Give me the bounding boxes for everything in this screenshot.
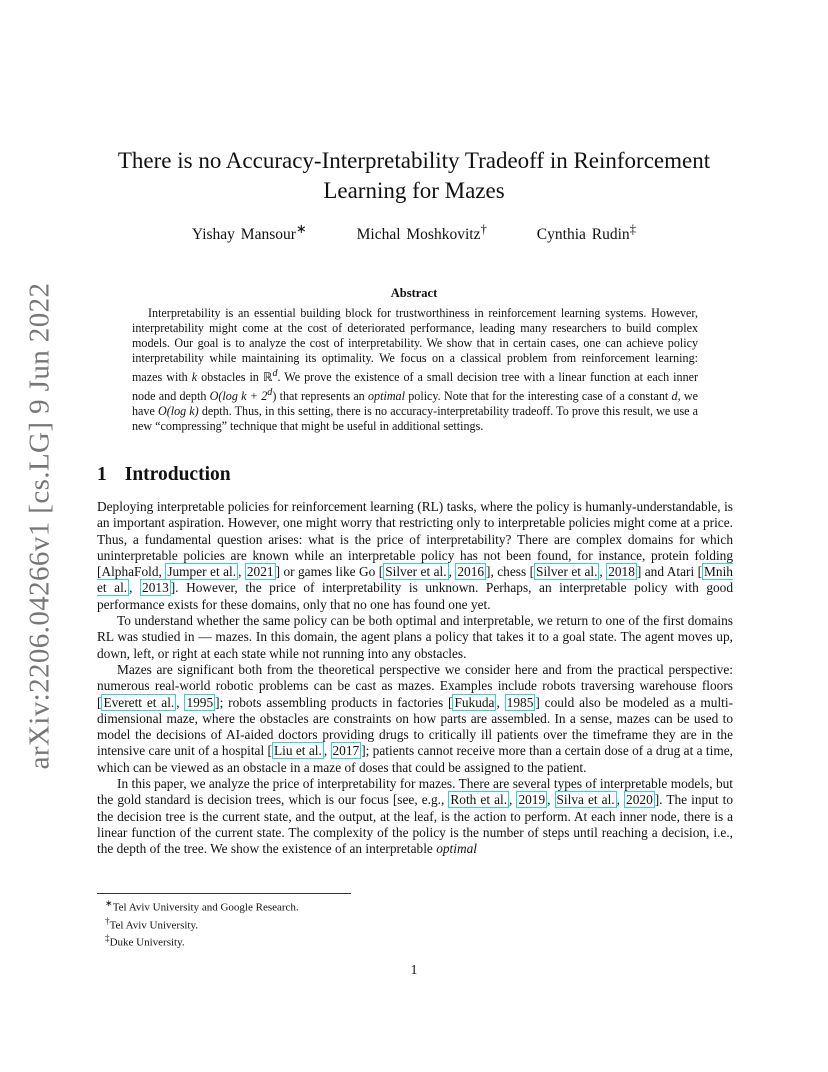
- abstract-heading: Abstract: [390, 286, 438, 300]
- citation-author: Jumper et al.: [167, 564, 237, 580]
- text-run: In this paper, we analyze the price of interpretability for mazes. There are several types of interpretable models, but the gold standard is decision trees, which is our focus [see, e.g.,: [97, 776, 733, 808]
- footnote-mark: ∗: [295, 221, 307, 236]
- text-run: . We prove the existence of a small decision tree with a linear function at each inner node and depth: [132, 370, 699, 404]
- citation-year: 2018: [608, 564, 635, 580]
- citation-link[interactable]: [331, 742, 362, 759]
- paragraph: Deploying interpretable policies for reinforcement learning (RL) tasks, where the policy is humanly-understandable, is an important aspiration. However, one might worry that restricting only to interpretable policies might come at a price. Thus, a fundamental question arises: what is the price of interpretability? There are complex domains for which uninterpretable policies are known while an interpretable policy has not been found, for instance, protein folding [AlphaFold, Jumper et al. , 2021 ] or games like Go [ Silver et al. , 2016 ], chess [ Silver et al. , 2018 ] and Atari [ Mnih et al. , 2013 ]. However, the price of interpretability is unknown. Perhaps, an interpretable policy with good performance exists for these domains, only that no one has found one yet.: [97, 499, 734, 612]
- citation-author: Liu et al.: [273, 743, 322, 759]
- text-run: depth. Thus, in this setting, there is no accuracy-interpretability tradeoff. To prove this result, we use a new “compressing” technique that might be useful in additional settings.: [132, 404, 699, 434]
- paragraph: Mazes are significant both from the theoretical perspective we consider here and from the practical perspective: numerous real-world robotic problems can be cast as mazes. Examples include robots traversing warehouse floors [ Everett et al. , 1995 ]; robots assembling products in factories [ Fukuda , 1985 ] could also be modeled as a multi-dimensional maze, where the obstacles are constraints on how parts are assembled. In a sense, mazes can be used to model the decisions of AI-aided doctors providing drugs to critically ill patients over the timeframe they are in the intensive care unit of a hospital [ Liu et al. , 2017 ]; patients cannot receive more than a certain dose of a drug at a time, which can be viewed as an obstacle in a maze of doses that could be assigned to the patient.: [97, 661, 734, 775]
- abstract-paragraph: [132, 306, 698, 434]
- citation-link[interactable]: [534, 563, 599, 580]
- arxiv-sidebar-stamp: [20, 282, 60, 770]
- text-run: ]; robots assembling products in factories [: [215, 694, 453, 710]
- citation-author: Everett et al.: [103, 694, 175, 710]
- text-run: obstacles in ℝ: [197, 370, 273, 385]
- author-name: Cynthia Rudin: [536, 226, 630, 244]
- page-number: 1: [410, 962, 418, 977]
- text-run: ] could also be modeled as a multi-dimensional maze, where the obstacles are constraints on how parts are assembled. In a sense, mazes can be used to model the decisions of AI-aided doctors providing drugs to critically ill patients over the timeframe they are in the intensive care unit of a hospital [: [97, 694, 734, 759]
- citation-link[interactable]: [184, 694, 215, 711]
- author: [536, 221, 637, 244]
- text-run: Interpretability is an essential building block for trustworthiness in reinforcement learning systems. However, interpretability might come at the cost of deteriorated performance, leading many researchers to build complex models. Our goal is to analyze the cost of interpretability. We show that in certain cases, one can achieve policy interpretability while maintaining its optimality. We focus on a classical problem from reinforcement learning: mazes with: [132, 306, 698, 385]
- author: [356, 221, 487, 244]
- citation-link[interactable]: [140, 579, 171, 596]
- citation-year: 2020: [626, 792, 653, 808]
- footnote-text: Tel Aviv University.: [109, 919, 199, 932]
- footnote-mark: ∗: [105, 898, 113, 908]
- citation-year: 1985: [506, 694, 534, 710]
- citation-link[interactable]: [606, 563, 637, 580]
- paragraph: In this paper, we analyze the price of interpretability for mazes. There are several types of interpretable models, but the gold standard is decision trees, which is our focus [see, e.g., Roth et al. , 2019 , Silva et al. , 2020 ]. The input to the decision tree is the current state, and the output, at the leaf, is the action to perform. At each inner node, there is a linear function of the current state. The complexity of the policy is the number of steps until reaching a decision, i.e., the depth of the tree. We show the existence of an interpretable optimal: [97, 776, 733, 857]
- footnote: [105, 897, 299, 915]
- citation-year: 2019: [518, 792, 546, 808]
- citation-year: 1995: [186, 694, 214, 710]
- arxiv-identifier: arXiv:2206.04266v1 [cs.LG] 9 Jun 2022: [23, 282, 56, 770]
- author-name: Yishay Mansour: [191, 226, 296, 244]
- text-run: , we have: [132, 389, 698, 419]
- citation-year: 2021: [246, 564, 274, 580]
- footnote-text: Tel Aviv University and Google Research.: [112, 901, 299, 914]
- text-run: ] and Atari [: [636, 564, 703, 580]
- text-run: ] or games like Go [: [275, 564, 384, 580]
- citation-year: 2016: [457, 564, 485, 580]
- text-run: ]. However, the price of interpretability is unknown. Perhaps, an interpretable policy with good performance exists for these domains, only that no one has found one yet.: [97, 580, 734, 612]
- citation-author: Fukuda: [454, 694, 495, 710]
- text-run: Deploying interpretable policies for reinforcement learning (RL) tasks, where the policy is humanly-understandable, is an important aspiration. However, one might worry that restricting only to interpretable policies might come at a price. Thus, a fundamental question arises: what is the price of interpretability? There are complex domains for which uninterpretable policies are known while an interpretable policy has not been found, for instance, protein folding [AlphaFold,: [97, 499, 733, 580]
- text-run: ,: [547, 792, 555, 808]
- citation-link[interactable]: [516, 791, 547, 808]
- footnote-mark: †: [105, 915, 110, 926]
- math-expr: O(log k + 2: [209, 389, 268, 404]
- section-number: 1: [97, 464, 107, 485]
- footnote-mark: †: [480, 221, 487, 236]
- footnote: [105, 915, 299, 933]
- footnote: [105, 932, 299, 950]
- emphasis: optimal: [436, 841, 477, 857]
- author-list: [96, 221, 732, 244]
- section-heading: [97, 464, 231, 486]
- citation-link[interactable]: [448, 791, 509, 808]
- text-run: Mazes are significant both from the theoretical perspective we consider here and from the practical perspective: numerous real-world robotic problems can be cast as mazes. Examples include robots traversing warehouse floors [: [97, 661, 733, 710]
- citation-link[interactable]: [555, 791, 617, 808]
- citation-author: Silver et al.: [385, 564, 447, 580]
- abstract-body: [132, 306, 698, 434]
- paragraph: To understand whether the same policy can be both optimal and interpretable, we return to one of the first domains RL was studied in — mazes. In this domain, the agent plans a policy that takes it to a goal state. The agent moves up, down, left, or right at each state while not running into any obstacles.: [97, 613, 733, 661]
- author-name: Michal Moshkovitz: [356, 226, 481, 244]
- citation-link[interactable]: [165, 563, 238, 580]
- citation-link[interactable]: [101, 694, 176, 711]
- emphasis: optimal: [368, 389, 405, 404]
- citation-link[interactable]: [272, 742, 324, 759]
- intro-body: [97, 499, 733, 858]
- citation-year: 2017: [332, 743, 360, 759]
- footnotes: [105, 897, 299, 950]
- footnote-mark: ‡: [629, 221, 637, 236]
- citation-author: Roth et al.: [450, 792, 508, 808]
- math-expr: O(log k): [157, 404, 199, 419]
- text-run: ]. The input to the decision tree is the current state, and the output, at the leaf, is the action to perform. At each inner node, there is a linear function of the current state. The complexity of the policy is the number of steps until reaching a decision, i.e., the depth of the tree. We show the existence of an interpretable: [97, 792, 733, 857]
- citation-link[interactable]: [383, 563, 448, 580]
- paper-title: There is no Accuracy-Interpretability Tradeoff in Reinforcement Learning for Mazes: [117, 148, 711, 203]
- text-run: policy. Note that for the interesting case of a constant: [404, 389, 672, 404]
- footnote-rule: [97, 893, 351, 894]
- math-var: d: [272, 368, 278, 379]
- citation-link[interactable]: [245, 563, 276, 580]
- text-run: that represents an: [276, 389, 368, 404]
- math-var: d: [671, 389, 678, 404]
- footnote-mark: ‡: [105, 933, 110, 944]
- citation-year: 2013: [142, 580, 169, 596]
- author: [191, 221, 307, 244]
- citation-author: Silver et al.: [536, 564, 598, 580]
- section-title: Introduction: [124, 464, 231, 485]
- math-expr: ): [272, 389, 277, 404]
- citation-link[interactable]: [624, 791, 655, 808]
- citation-link[interactable]: [452, 694, 496, 711]
- math-var: d: [267, 387, 273, 399]
- footnote-text: Duke University.: [109, 936, 185, 949]
- math-var: k: [191, 370, 198, 385]
- text-run: ], chess [: [486, 564, 535, 580]
- citation-link[interactable]: [505, 694, 536, 711]
- citation-link[interactable]: [455, 563, 486, 580]
- text-run: ]; patients cannot receive more than a certain dose of a drug at a time, which can be viewed as an obstacle in a maze of doses that could be assigned to the patient.: [97, 743, 733, 775]
- citation-author: Mnih et al.: [97, 564, 733, 596]
- citation-author: Silva et al.: [556, 792, 615, 808]
